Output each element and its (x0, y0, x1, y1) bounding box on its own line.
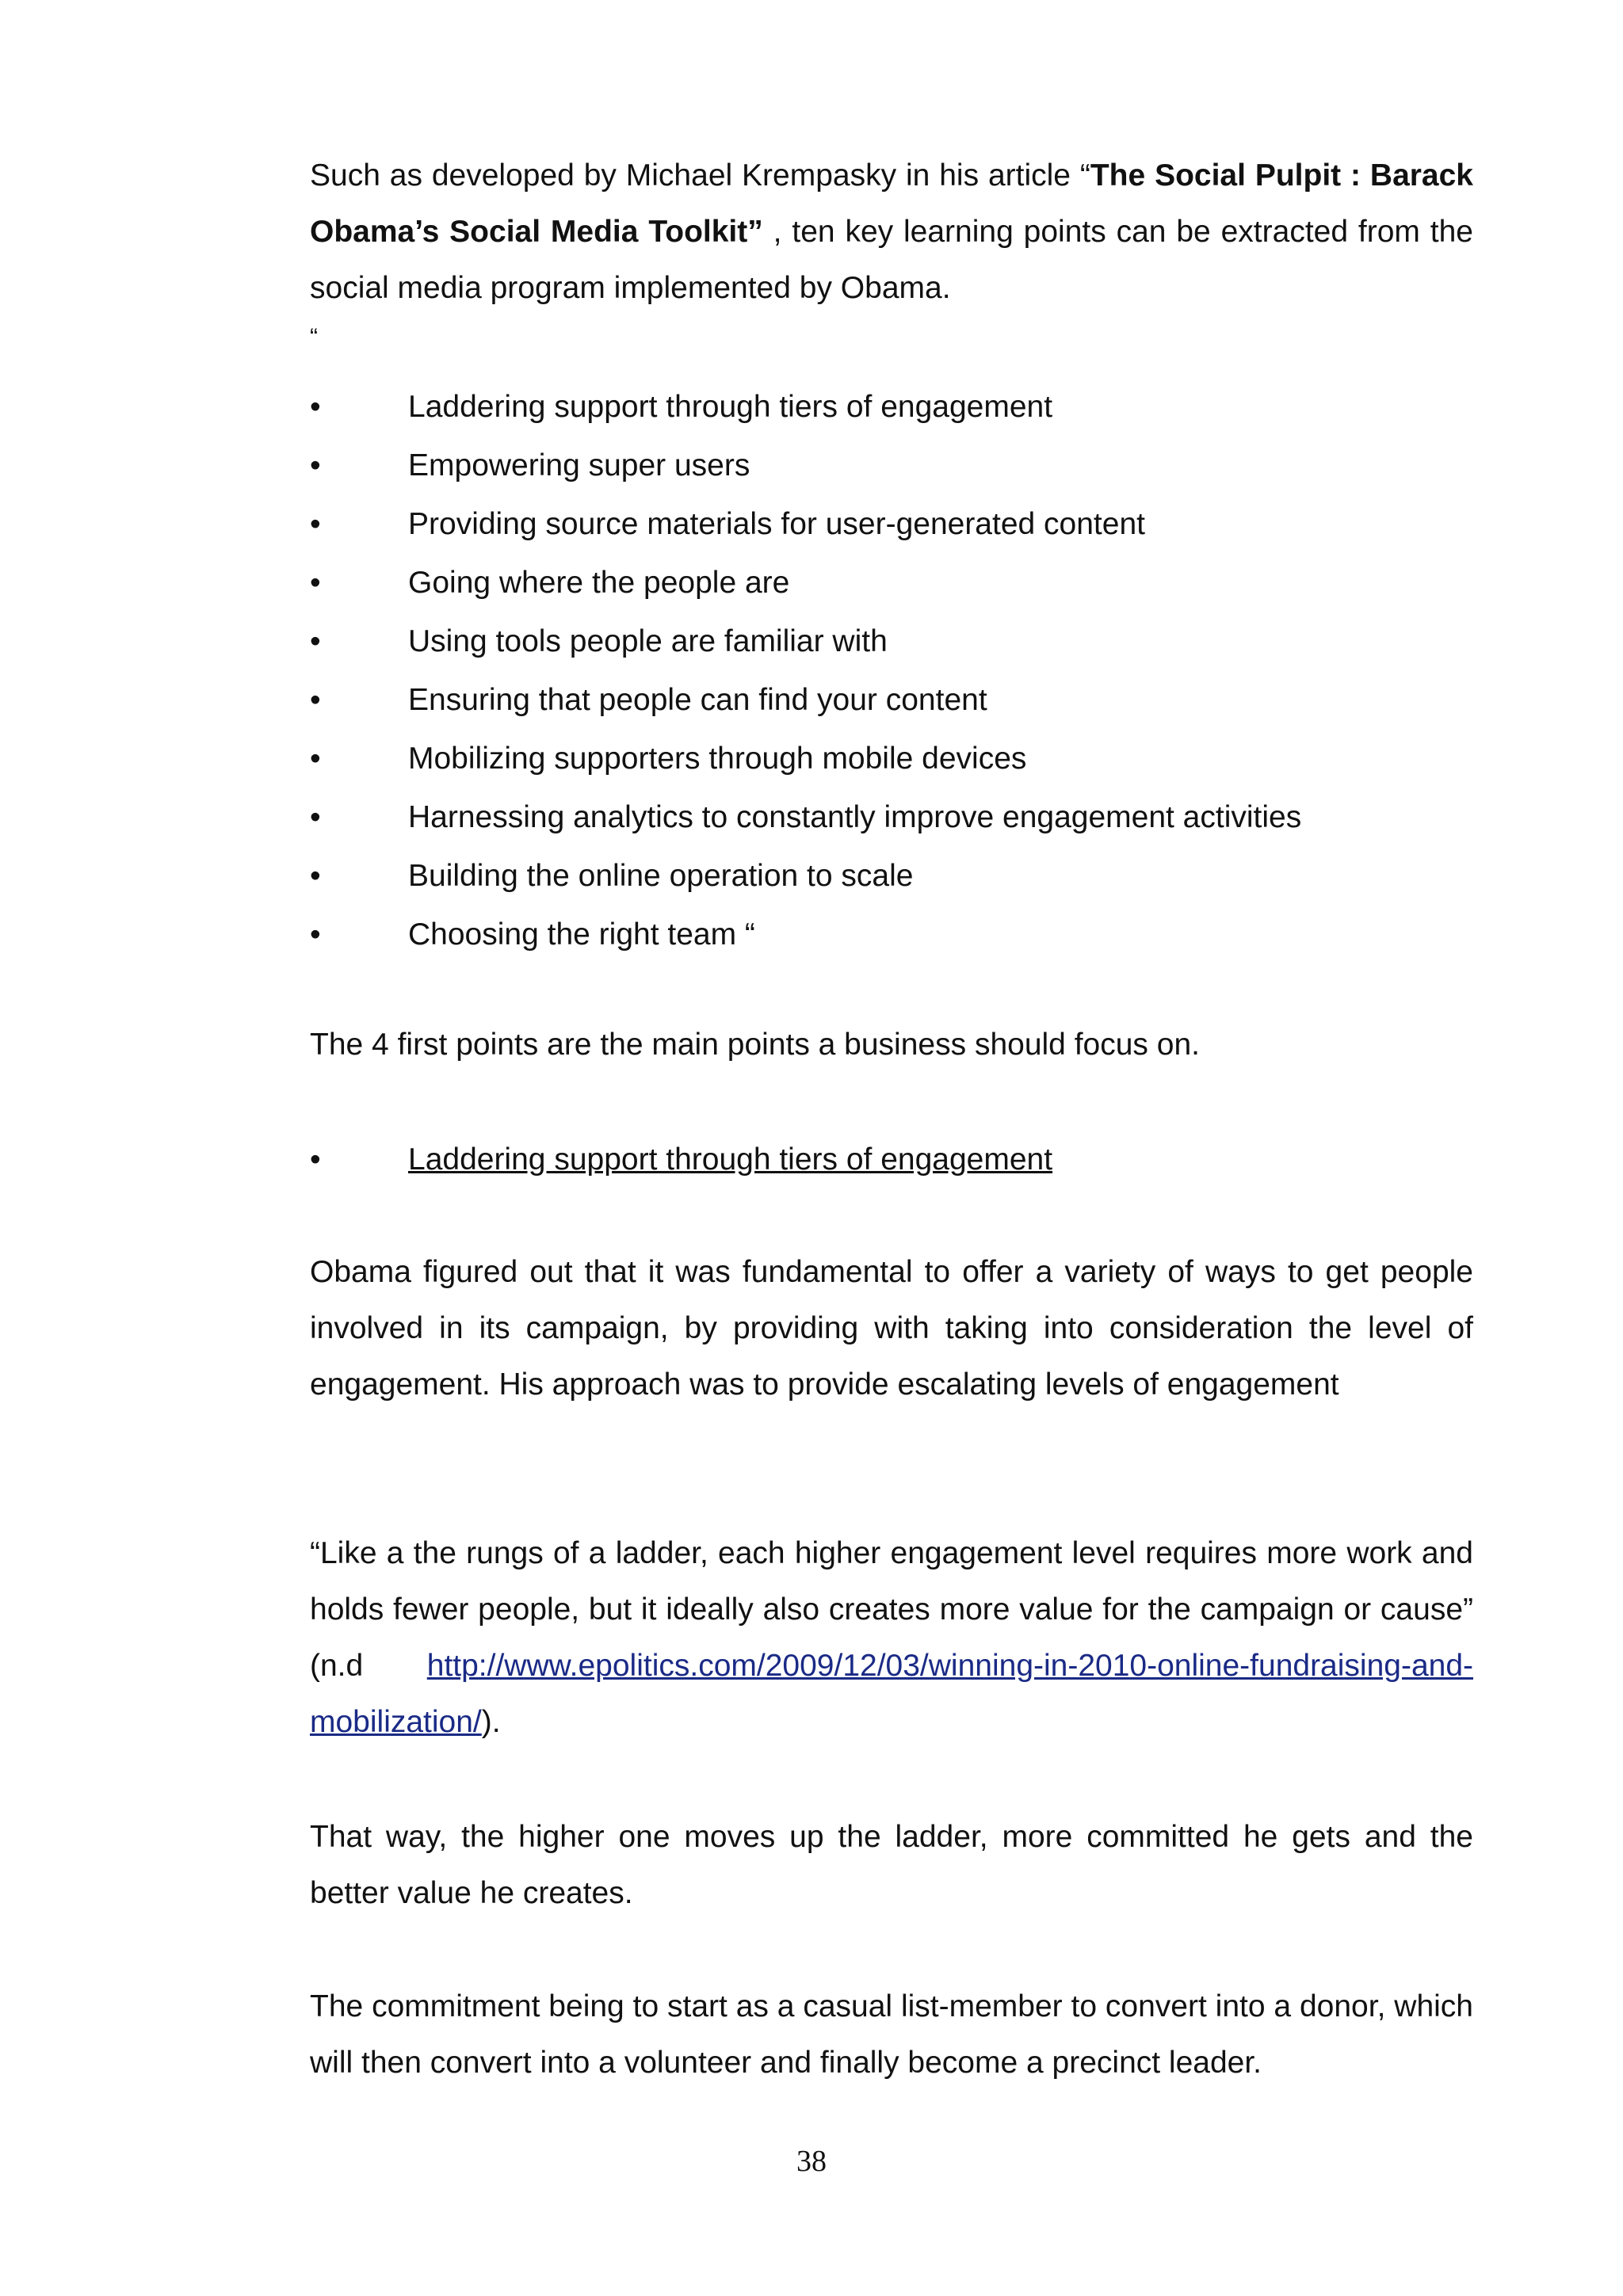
bullet-icon (310, 1131, 321, 1189)
list-item (310, 437, 1473, 495)
opening-quote-mark: “ (310, 324, 318, 350)
list-item-text: Ensuring that people can find your content (408, 683, 987, 717)
list-item-text: Providing source materials for user-generated content (408, 507, 1145, 541)
focus-paragraph: The 4 first points are the main points a business should focus on. (310, 1028, 1200, 1062)
list-item (310, 612, 1473, 671)
bullet-icon (310, 906, 321, 964)
list-item-text: Building the online operation to scale (408, 859, 914, 893)
bullet-icon (310, 671, 321, 730)
list-item (310, 847, 1473, 906)
bullet-icon (310, 847, 321, 906)
bullet-icon (310, 495, 321, 554)
key-points-list (310, 378, 1473, 964)
list-item-text: Empowering super users (408, 448, 750, 482)
quote-text: “Like a the rungs of a ladder, each higher engagement level requires more work and holds fewer people, but it ideally also creates more value for the campaign or cause” (n.d (310, 1536, 1473, 1683)
list-item (310, 378, 1473, 437)
subheading-text: Laddering support through tiers of engagement (408, 1142, 1053, 1177)
section-subheading (310, 1131, 1473, 1189)
list-item (310, 730, 1473, 788)
bullet-icon (310, 554, 321, 612)
list-item (310, 788, 1473, 847)
intro-paragraph (310, 147, 1473, 316)
page-number: 38 (796, 2145, 827, 2178)
list-item (310, 495, 1473, 554)
list-item-text: Choosing the right team “ (408, 917, 755, 952)
list-item (310, 671, 1473, 730)
article-title: The Social Pulpit : Barack Obama’s Social Media Toolkit” (310, 158, 1474, 249)
bullet-icon (310, 788, 321, 847)
obama-paragraph: Obama figured out that it was fundamental to offer a variety of ways to get people involved in its campaign, by providing with taking into consideration the level of engagement. His approach was to provide escalating levels of engagement (310, 1255, 1473, 1402)
bullet-icon (310, 378, 321, 437)
list-item (310, 906, 1473, 964)
list-item-text: Going where the people are (408, 566, 790, 600)
list-item-text: Using tools people are familiar with (408, 624, 888, 658)
intro-text-end: , ten key learning points can be extracted from the social media program implemented by Obama. (310, 215, 1473, 305)
quote-text-end: ). (481, 1705, 501, 1739)
intro-text: Such as developed by Michael Krempasky in his article “ (310, 158, 1090, 193)
bullet-icon (310, 612, 321, 671)
list-item (310, 554, 1473, 612)
commitment-paragraph: The commitment being to start as a casual list-member to convert into a donor, which will then convert into a volunteer and finally become a precinct leader. (310, 1989, 1473, 2080)
list-item-text: Mobilizing supporters through mobile devices (408, 742, 1027, 776)
ladder-paragraph: That way, the higher one moves up the ladder, more committed he gets and the better value he creates. (310, 1820, 1473, 1910)
bullet-icon (310, 437, 321, 495)
list-item-text: Harnessing analytics to constantly improve engagement activities (408, 800, 1302, 834)
source-link[interactable]: http://www.epolitics.com/2009/12/03/winning-in-2010-online-fundraising-and-mobilization/ (310, 1649, 1473, 1739)
list-item-text: Laddering support through tiers of engagement (408, 390, 1053, 424)
quote-paragraph (310, 1525, 1473, 1750)
bullet-icon (310, 730, 321, 788)
